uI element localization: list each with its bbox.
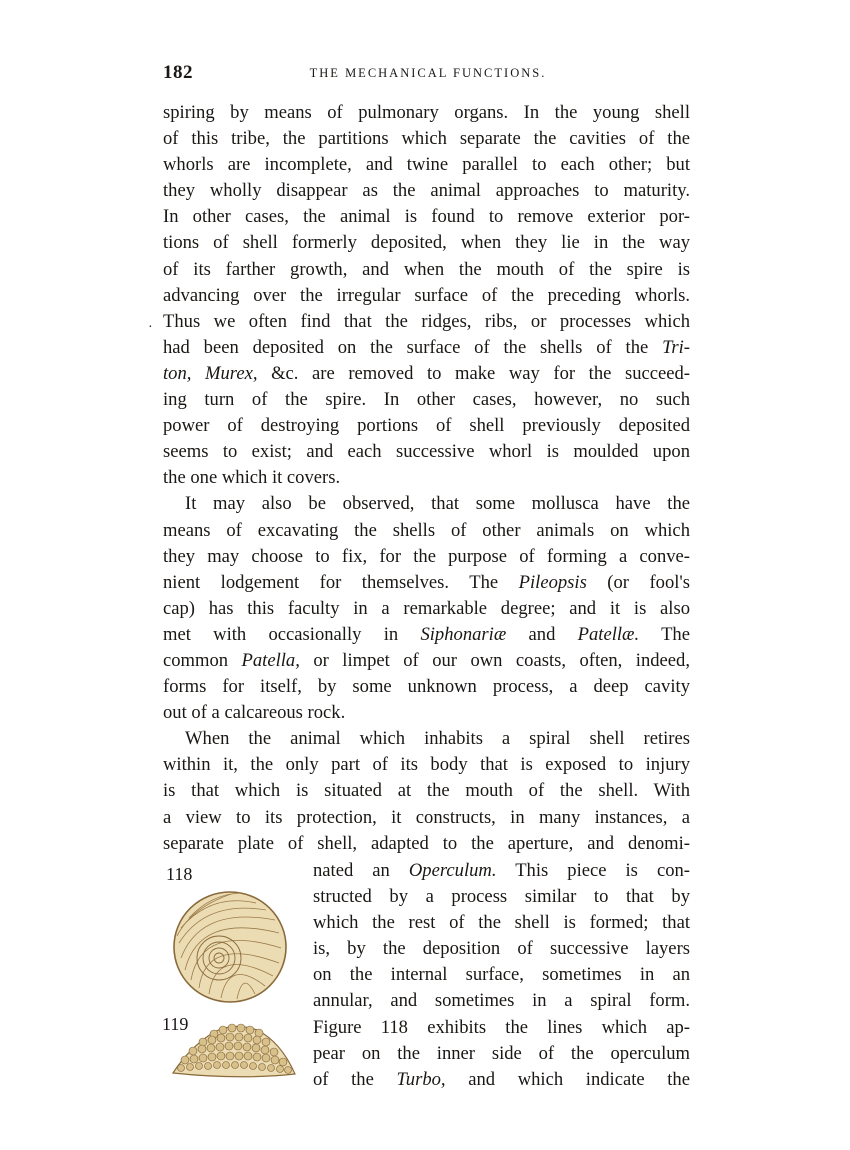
granulated-operculum-illustration bbox=[169, 1018, 299, 1080]
text-line: advancing over the irregular surface of the preceding whorls. bbox=[163, 284, 690, 306]
text-line: forms for itself, by some unknown process, a deep cavity bbox=[163, 676, 690, 698]
text-line: is, by the deposition of successive layers bbox=[313, 938, 690, 960]
text-line: structed by a process similar to that by bbox=[313, 886, 690, 908]
text-line: It may also be observed, that some mollusca have the bbox=[185, 493, 690, 515]
text-line: had been deposited on the surface of the shells of the Tri- bbox=[163, 336, 690, 358]
text-line: within it, the only part of its body that is exposed to injury bbox=[163, 754, 690, 776]
side-column-text bbox=[313, 858, 690, 1093]
text-line: whorls are incomplete, and twine parallel to each other; but bbox=[163, 154, 690, 176]
text-line: of the Turbo, and which indicate the bbox=[313, 1068, 690, 1090]
text-line: which the rest of the shell is formed; that bbox=[313, 912, 690, 934]
text-line: of this tribe, the partitions which separate the cavities of the bbox=[163, 128, 690, 150]
text-line: the one which it covers. bbox=[163, 467, 341, 489]
text-line: spiring by means of pulmonary organs. In the young shell bbox=[163, 102, 690, 123]
text-line: they may choose to fix, for the purpose of forming a conve- bbox=[163, 545, 690, 567]
text-line: common Patella, or limpet of our own coasts, often, indeed, bbox=[163, 649, 690, 671]
text-line: met with occasionally in Siphonariæ and Patellæ. The bbox=[163, 623, 690, 645]
stray-mark: · bbox=[148, 320, 153, 335]
paragraph-1 bbox=[163, 100, 690, 491]
text-line: Figure 118 exhibits the lines which ap- bbox=[313, 1016, 690, 1038]
text-line: When the animal which inhabits a spiral shell retires bbox=[185, 728, 690, 750]
text-line: annular, and sometimes in a spiral form. bbox=[313, 990, 690, 1012]
figure-119-label: 119 bbox=[162, 1014, 189, 1034]
text-line: In other cases, the animal is found to remove exterior por- bbox=[163, 206, 690, 228]
figure-and-text-block bbox=[163, 858, 690, 1098]
page-header bbox=[163, 62, 690, 86]
figure-118-label: 118 bbox=[166, 864, 193, 884]
text-line: out of a calcareous rock. bbox=[163, 702, 346, 724]
text-line: tions of shell formerly deposited, when they lie in the way bbox=[163, 232, 690, 254]
text-line: ing turn of the spire. In other cases, however, no such bbox=[163, 389, 690, 411]
text-line: pear on the inner side of the operculum bbox=[313, 1042, 690, 1064]
body-text bbox=[163, 100, 690, 857]
paragraph-2 bbox=[163, 491, 690, 726]
page-number: 182 bbox=[163, 62, 193, 83]
text-line: cap) has this faculty in a remarkable degree; and it is also bbox=[163, 597, 690, 619]
figure-column bbox=[163, 858, 298, 1098]
text-line: nient lodgement for themselves. The Pileopsis (or fool's bbox=[163, 571, 691, 593]
operculum-illustration bbox=[171, 888, 289, 1006]
text-line: nated an Operculum. This piece is con- bbox=[313, 860, 690, 881]
text-line: is that which is situated at the mouth of the shell. With bbox=[163, 780, 690, 802]
paragraph-3 bbox=[163, 726, 690, 856]
text-line: power of destroying portions of shell previously deposited bbox=[163, 415, 690, 437]
text-line: separate plate of shell, adapted to the aperture, and denomi- bbox=[163, 832, 690, 854]
running-head: THE MECHANICAL FUNCTIONS. bbox=[309, 66, 547, 80]
text-line: of its farther growth, and when the mouth of the spire is bbox=[163, 258, 690, 280]
text-line: a view to its protection, it constructs, in many instances, a bbox=[163, 806, 690, 828]
text-line: on the internal surface, sometimes in an bbox=[313, 964, 690, 986]
text-line: means of excavating the shells of other animals on which bbox=[163, 519, 690, 541]
text-line: seems to exist; and each successive whorl is moulded upon bbox=[163, 441, 690, 463]
text-line: ton, Murex, &c. are removed to make way for the succeed- bbox=[163, 362, 690, 384]
text-line: they wholly disappear as the animal approaches to maturity. bbox=[163, 180, 690, 202]
text-line: Thus we often find that the ridges, ribs, or processes which bbox=[163, 310, 690, 332]
